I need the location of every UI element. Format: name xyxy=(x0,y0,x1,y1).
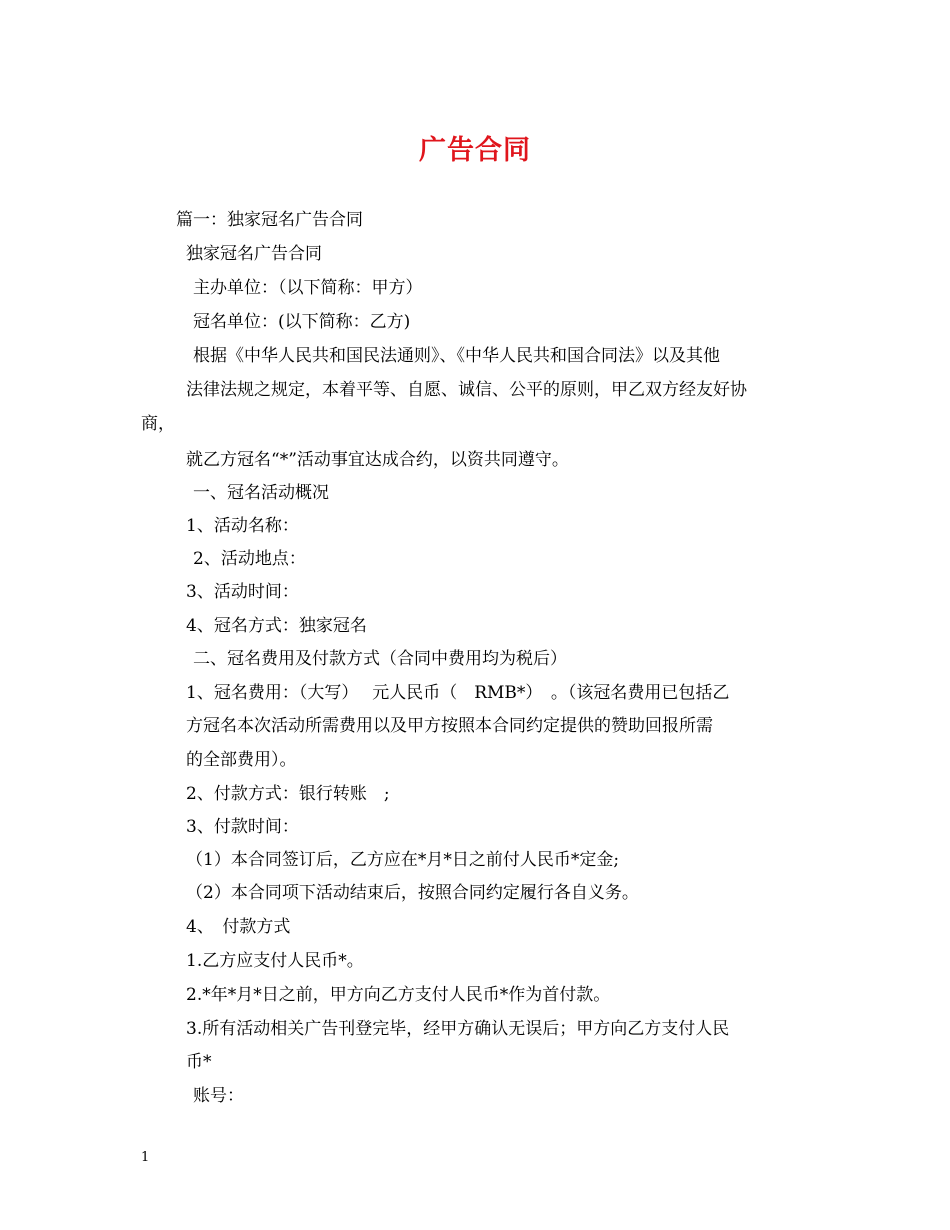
text-line: 二、冠名费用及付款方式（合同中费用均为税后） xyxy=(193,649,567,669)
text-line: 1.乙方应支付人民币*。 xyxy=(186,951,364,971)
text-line: 方冠名本次活动所需费用以及甲方按照本合同约定提供的赞助回报所需 xyxy=(186,716,713,736)
text-line: 就乙方冠名“*”活动事宜达成合约，以资共同遵守。 xyxy=(186,450,569,470)
text-line: 的全部费用）。 xyxy=(186,750,297,770)
text-line: 篇一：独家冠名广告合同 xyxy=(176,210,363,230)
text-line: 主办单位：（以下简称：甲方） xyxy=(193,278,423,298)
text-line: 4、 付款方式 xyxy=(186,917,291,937)
text-line: 3、付款时间： xyxy=(186,817,299,837)
text-line: 2.*年*月*日之前，甲方向乙方支付人民币*作为首付款。 xyxy=(186,985,611,1005)
text-line: 4、冠名方式：独家冠名 xyxy=(186,616,367,636)
text-line: 2、付款方式：银行转账 ; xyxy=(186,784,390,804)
text-line: 冠名单位：(以下简称：乙方) xyxy=(193,312,411,332)
text-line: 3.所有活动相关广告刊登完毕，经甲方确认无误后；甲方向乙方支付人民 xyxy=(186,1019,730,1039)
text-line: 商， xyxy=(141,414,175,434)
text-line: 账号： xyxy=(193,1086,244,1106)
text-line: 1、冠名费用：（大写） 元人民币（ RMB*） 。（该冠名费用已包括乙 xyxy=(186,683,730,703)
text-line: 独家冠名广告合同 xyxy=(186,244,322,264)
text-line: （1）本合同签订后，乙方应在*月*日之前付人民币*定金; xyxy=(186,850,620,870)
text-line: 1、活动名称： xyxy=(186,516,299,536)
document-title: 广告合同 xyxy=(419,135,531,166)
text-line: 币* xyxy=(186,1052,212,1072)
text-line: 根据《中华人民共和国民法通则》、《中华人民共和国合同法》以及其他 xyxy=(193,346,720,366)
text-line: 2、活动地点： xyxy=(193,549,306,569)
text-line: 法律法规之规定，本着平等、自愿、诚信、公平的原则，甲乙双方经友好协 xyxy=(186,380,747,400)
text-line: 3、活动时间： xyxy=(186,582,299,602)
text-line: （2）本合同项下活动结束后，按照合同约定履行各自义务。 xyxy=(186,883,639,903)
text-line: 一、冠名活动概况 xyxy=(193,483,329,503)
page-number: 1 xyxy=(141,1150,150,1165)
